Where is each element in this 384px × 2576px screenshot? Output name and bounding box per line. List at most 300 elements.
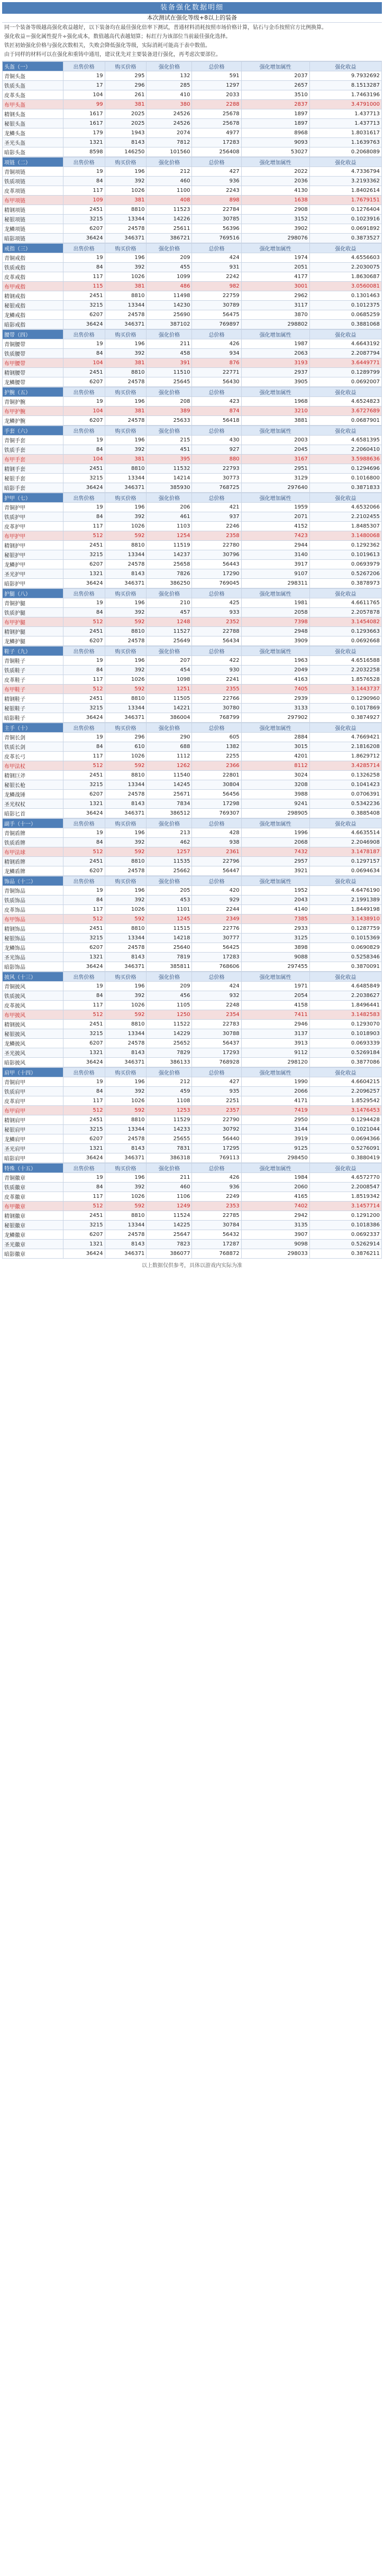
- cell-buy: 13344: [105, 215, 147, 224]
- cell-sell: 1321: [63, 569, 105, 579]
- cell-name: 暗影手套: [3, 483, 63, 493]
- info-line: 由于同样的材料可以在强化和重铸中通用，建议优先对主要装备进行强化，再考虑次要部位。: [4, 52, 221, 58]
- table-row: [3, 560, 382, 569]
- cell-cost: 215: [147, 436, 192, 445]
- cell-gain: 0.1287759: [309, 924, 381, 934]
- page: [2, 0, 382, 1272]
- column-header: 总价格: [192, 647, 241, 656]
- cell-total: 424: [192, 982, 241, 991]
- cell-sell: 84: [63, 349, 105, 358]
- column-header: 购买价格: [105, 723, 147, 733]
- column-header: 购买价格: [105, 647, 147, 656]
- table-row: [3, 358, 382, 368]
- cell-gain: 2.2008547: [309, 1183, 381, 1192]
- cell-cost: 7823: [147, 1240, 192, 1249]
- cell-gain: 0.0685259: [309, 310, 381, 320]
- cell-attr: 9112: [241, 1048, 309, 1058]
- cell-gain: 4.6556603: [309, 253, 381, 263]
- cell-total: 30785: [192, 215, 241, 224]
- cell-total: 427: [192, 1077, 241, 1087]
- cell-name: 青铜鞋子: [3, 656, 63, 666]
- cell-cost: 1100: [147, 186, 192, 196]
- cell-gain: 1.8576528: [309, 675, 381, 685]
- cell-name: 龙鳞饰品: [3, 943, 63, 953]
- table-row: [3, 982, 382, 991]
- cell-name: 皮革徽章: [3, 1192, 63, 1202]
- cell-gain: 9.7932692: [309, 71, 381, 81]
- cell-buy: 392: [105, 512, 147, 522]
- cell-buy: 8143: [105, 799, 147, 809]
- cell-attr: 4165: [241, 1192, 309, 1202]
- cell-buy: 381: [105, 196, 147, 205]
- cell-total: 591: [192, 71, 241, 81]
- cell-total: 426: [192, 1173, 241, 1183]
- cell-total: 2355: [192, 685, 241, 694]
- table-row: [3, 1115, 382, 1125]
- info-block: [2, 23, 382, 61]
- cell-name: 精钢护腿: [3, 627, 63, 636]
- cell-name: 精钢饰品: [3, 924, 63, 934]
- cell-cost: 1112: [147, 752, 192, 761]
- cell-attr: 1897: [241, 119, 309, 128]
- cell-attr: 7419: [241, 1106, 309, 1115]
- cell-name: 铁质徽章: [3, 1183, 63, 1192]
- cell-total: 934: [192, 349, 241, 358]
- cell-name: 圣光肩甲: [3, 1144, 63, 1153]
- column-header: 强化收益: [309, 330, 381, 339]
- slot-header: 特殊（十五）: [3, 1164, 63, 1173]
- cell-total: 2246: [192, 522, 241, 531]
- cell-buy: 346371: [105, 579, 147, 588]
- cell-name: 精钢手套: [3, 464, 63, 474]
- cell-sell: 2451: [63, 694, 105, 704]
- cell-sell: 1617: [63, 119, 105, 128]
- cell-cost: 460: [147, 1183, 192, 1192]
- cell-gain: 0.1326258: [309, 771, 381, 780]
- cell-sell: 84: [63, 991, 105, 1001]
- cell-total: 30796: [192, 550, 241, 560]
- table-row: [3, 857, 382, 866]
- table-row: [3, 799, 382, 809]
- table-row: [3, 704, 382, 713]
- column-header: 强化增加属性: [241, 158, 309, 167]
- cell-sell: 1321: [63, 799, 105, 809]
- cell-sell: 19: [63, 982, 105, 991]
- cell-name: 铁质肩甲: [3, 1087, 63, 1096]
- table-row: [3, 809, 382, 818]
- table-row: [3, 272, 382, 282]
- table-row: [3, 550, 382, 560]
- cell-sell: 36424: [63, 1249, 105, 1259]
- cell-total: 769045: [192, 579, 241, 588]
- table-row: [3, 310, 382, 320]
- cell-gain: 1.1639763: [309, 138, 381, 147]
- cell-gain: 3.1478187: [309, 847, 381, 857]
- cell-sell: 19: [63, 1173, 105, 1183]
- cell-cost: 206: [147, 503, 192, 512]
- cell-name: 暗影护甲: [3, 579, 63, 588]
- cell-total: 56437: [192, 1039, 241, 1048]
- cell-gain: 3.6727689: [309, 407, 381, 416]
- cell-gain: 1.437713: [309, 119, 381, 128]
- cell-cost: 210: [147, 598, 192, 608]
- cell-total: 22766: [192, 694, 241, 704]
- cell-name: 龙鳞战锤: [3, 790, 63, 799]
- table-row: [3, 224, 382, 234]
- cell-cost: 25645: [147, 377, 192, 387]
- table-row: [3, 397, 382, 407]
- table-header-row: [3, 426, 382, 436]
- cell-name: 龙鳞披风: [3, 1039, 63, 1048]
- cell-buy: 196: [105, 253, 147, 263]
- cell-attr: 9088: [241, 953, 309, 962]
- cell-attr: 2837: [241, 100, 309, 109]
- cell-cost: 25649: [147, 636, 192, 646]
- slot-header: 手套（六）: [3, 426, 63, 436]
- cell-total: 30777: [192, 934, 241, 943]
- cell-total: 2366: [192, 761, 241, 771]
- cell-sell: 3215: [63, 704, 105, 713]
- cell-cost: 386077: [147, 1249, 192, 1259]
- cell-attr: 2657: [241, 81, 309, 90]
- table-row: [3, 90, 382, 100]
- table-row: [3, 752, 382, 761]
- cell-cost: 209: [147, 253, 192, 263]
- cell-total: 424: [192, 253, 241, 263]
- data-table: [2, 818, 382, 876]
- cell-attr: 298450: [241, 1153, 309, 1163]
- table-row: [3, 1221, 382, 1230]
- cell-attr: 4140: [241, 905, 309, 915]
- table-row: [3, 953, 382, 962]
- cell-cost: 395: [147, 455, 192, 464]
- cell-gain: 0.0706391: [309, 790, 381, 799]
- table-row: [3, 100, 382, 109]
- table-row: [3, 1144, 382, 1153]
- cell-sell: 6207: [63, 636, 105, 646]
- cell-cost: 387102: [147, 320, 192, 329]
- cell-gain: 4.6476190: [309, 886, 381, 895]
- table-row: [3, 608, 382, 617]
- cell-cost: 1251: [147, 685, 192, 694]
- cell-cost: 1248: [147, 617, 192, 627]
- cell-buy: 1026: [105, 1192, 147, 1202]
- cell-sell: 2451: [63, 291, 105, 301]
- table-row: [3, 320, 382, 329]
- cell-sell: 84: [63, 742, 105, 752]
- cell-gain: 4.6604215: [309, 1077, 381, 1087]
- cell-attr: 2068: [241, 838, 309, 847]
- cell-attr: 4130: [241, 186, 309, 196]
- table-header-row: [3, 244, 382, 253]
- cell-attr: 1897: [241, 109, 309, 119]
- cell-gain: 3.4791000: [309, 100, 381, 109]
- cell-attr: 7432: [241, 847, 309, 857]
- cell-gain: 0.1021044: [309, 1125, 381, 1134]
- cell-total: 938: [192, 838, 241, 847]
- cell-attr: 3001: [241, 282, 309, 291]
- cell-cost: 385811: [147, 962, 192, 972]
- table-row: [3, 147, 382, 157]
- cell-attr: 2043: [241, 895, 309, 905]
- cell-total: 22759: [192, 291, 241, 301]
- cell-attr: 9093: [241, 138, 309, 147]
- cell-sell: 3215: [63, 301, 105, 310]
- cell-sell: 117: [63, 1192, 105, 1202]
- cell-attr: 3919: [241, 1134, 309, 1144]
- data-sections: [2, 61, 382, 1259]
- cell-cost: 25690: [147, 310, 192, 320]
- cell-gain: 1.8496441: [309, 1001, 381, 1010]
- table-row: [3, 1077, 382, 1087]
- cell-name: 精钢肩甲: [3, 1115, 63, 1125]
- cell-cost: 380: [147, 100, 192, 109]
- cell-cost: 386318: [147, 1153, 192, 1163]
- column-header: 购买价格: [105, 876, 147, 886]
- cell-gain: 0.1012375: [309, 301, 381, 310]
- cell-attr: 1981: [241, 598, 309, 608]
- cell-cost: 25633: [147, 416, 192, 426]
- cell-name: 布甲鞋子: [3, 685, 63, 694]
- cell-name: 青铜护腕: [3, 397, 63, 407]
- cell-sell: 1321: [63, 1240, 105, 1249]
- cell-gain: 2.1816208: [309, 742, 381, 752]
- cell-gain: 2.2038627: [309, 991, 381, 1001]
- cell-name: 布甲护甲: [3, 531, 63, 541]
- cell-total: 929: [192, 895, 241, 905]
- cell-gain: 0.0693979: [309, 560, 381, 569]
- table-header-row: [3, 62, 382, 71]
- column-header: 总价格: [192, 589, 241, 598]
- cell-gain: 2.2032258: [309, 666, 381, 675]
- cell-cost: 1262: [147, 761, 192, 771]
- cell-name: 皮革头盔: [3, 90, 63, 100]
- cell-buy: 196: [105, 886, 147, 895]
- cell-gain: 1.8031617: [309, 128, 381, 138]
- cell-name: 铁质饰品: [3, 895, 63, 905]
- cell-name: 铁质护腿: [3, 608, 63, 617]
- cell-gain: 0.0693339: [309, 1039, 381, 1048]
- cell-sell: 512: [63, 531, 105, 541]
- cell-gain: 0.5258346: [309, 953, 381, 962]
- cell-name: 布甲护腿: [3, 617, 63, 627]
- cell-gain: 1.437713: [309, 109, 381, 119]
- cell-gain: 0.1015369: [309, 934, 381, 943]
- column-header: 总价格: [192, 387, 241, 397]
- slot-header: 饰品（十二）: [3, 876, 63, 886]
- cell-sell: 36424: [63, 483, 105, 493]
- table-header-row: [3, 387, 382, 397]
- cell-cost: 460: [147, 177, 192, 186]
- cell-sell: 84: [63, 445, 105, 455]
- cell-gain: 4.6524823: [309, 397, 381, 407]
- cell-cost: 24526: [147, 119, 192, 128]
- cell-attr: 2060: [241, 1183, 309, 1192]
- cell-name: 精钢盾牌: [3, 857, 63, 866]
- cell-attr: 2066: [241, 1087, 309, 1096]
- table-row: [3, 617, 382, 627]
- cell-gain: 1.7679151: [309, 196, 381, 205]
- cell-name: 铁质盾牌: [3, 838, 63, 847]
- cell-sell: 2451: [63, 857, 105, 866]
- cell-attr: 3135: [241, 1221, 309, 1230]
- cell-cost: 11524: [147, 1211, 192, 1221]
- cell-name: 布甲腰带: [3, 358, 63, 368]
- table-row: [3, 186, 382, 196]
- cell-buy: 24578: [105, 636, 147, 646]
- cell-cost: 205: [147, 886, 192, 895]
- cell-buy: 13344: [105, 1221, 147, 1230]
- column-header: 强化价格: [147, 62, 192, 71]
- cell-name: 青铜护腿: [3, 598, 63, 608]
- cell-gain: 0.0694366: [309, 1134, 381, 1144]
- cell-total: 605: [192, 733, 241, 742]
- column-header: 强化增加属性: [241, 426, 309, 436]
- cell-sell: 36424: [63, 1153, 105, 1163]
- cell-total: 769897: [192, 320, 241, 329]
- cell-gain: 0.3870091: [309, 962, 381, 972]
- table-row: [3, 656, 382, 666]
- cell-total: 22776: [192, 924, 241, 934]
- cell-sell: 512: [63, 761, 105, 771]
- table-row: [3, 895, 382, 905]
- table-row: [3, 119, 382, 128]
- cell-sell: 2451: [63, 464, 105, 474]
- cell-attr: 4163: [241, 675, 309, 685]
- slot-header: 护甲（七）: [3, 493, 63, 503]
- cell-cost: 11515: [147, 924, 192, 934]
- slot-header: 主手（十）: [3, 723, 63, 733]
- cell-name: 青铜饰品: [3, 886, 63, 895]
- column-header: 强化价格: [147, 426, 192, 436]
- cell-buy: 13344: [105, 1029, 147, 1039]
- column-header: 购买价格: [105, 387, 147, 397]
- column-header: 出售价格: [63, 426, 105, 436]
- table-row: [3, 1192, 382, 1202]
- cell-total: 428: [192, 828, 241, 838]
- cell-name: 龙鳞项链: [3, 224, 63, 234]
- cell-sell: 36424: [63, 579, 105, 588]
- table-row: [3, 866, 382, 876]
- cell-gain: 0.1293663: [309, 627, 381, 636]
- cell-name: 精钢巨斧: [3, 771, 63, 780]
- table-row: [3, 924, 382, 934]
- cell-name: 布甲头盔: [3, 100, 63, 109]
- cell-sell: 1321: [63, 953, 105, 962]
- cell-total: 768725: [192, 483, 241, 493]
- cell-attr: 298802: [241, 320, 309, 329]
- cell-attr: 298120: [241, 1058, 309, 1067]
- cell-attr: 3137: [241, 1029, 309, 1039]
- cell-buy: 24578: [105, 943, 147, 953]
- cell-buy: 196: [105, 982, 147, 991]
- column-header: 强化收益: [309, 426, 381, 436]
- cell-buy: 8810: [105, 694, 147, 704]
- cell-total: 2242: [192, 272, 241, 282]
- cell-buy: 8143: [105, 138, 147, 147]
- cell-cost: 11519: [147, 541, 192, 550]
- cell-cost: 1250: [147, 1010, 192, 1020]
- cell-sell: 1617: [63, 109, 105, 119]
- cell-name: 铁质戒指: [3, 263, 63, 272]
- cell-buy: 13344: [105, 780, 147, 790]
- cell-sell: 3215: [63, 474, 105, 483]
- cell-cost: 408: [147, 196, 192, 205]
- cell-cost: 211: [147, 1173, 192, 1183]
- cell-gain: 3.1457714: [309, 1202, 381, 1211]
- cell-name: 布甲肩甲: [3, 1106, 63, 1115]
- table-row: [3, 1249, 382, 1259]
- cell-cost: 11540: [147, 771, 192, 780]
- cell-name: 精钢戒指: [3, 291, 63, 301]
- cell-attr: 297455: [241, 962, 309, 972]
- cell-total: 2354: [192, 1010, 241, 1020]
- table-row: [3, 474, 382, 483]
- cell-cost: 24526: [147, 109, 192, 119]
- table-row: [3, 1202, 382, 1211]
- cell-attr: 2950: [241, 1115, 309, 1125]
- cell-cost: 14245: [147, 780, 192, 790]
- cell-buy: 1026: [105, 752, 147, 761]
- cell-name: 龙鳞戒指: [3, 310, 63, 320]
- cell-buy: 346371: [105, 1058, 147, 1067]
- table-row: [3, 1039, 382, 1048]
- cell-total: 1382: [192, 742, 241, 752]
- table-row: [3, 828, 382, 838]
- cell-name: 青铜腰带: [3, 339, 63, 349]
- cell-attr: 4171: [241, 1096, 309, 1106]
- cell-buy: 346371: [105, 234, 147, 243]
- cell-gain: 0.1291200: [309, 1211, 381, 1221]
- cell-total: 22801: [192, 771, 241, 780]
- cell-total: 25678: [192, 119, 241, 128]
- cell-name: 秘银头盔: [3, 119, 63, 128]
- cell-total: 256408: [192, 147, 241, 157]
- cell-name: 青铜肩甲: [3, 1077, 63, 1087]
- table-row: [3, 138, 382, 147]
- cell-cost: 386721: [147, 234, 192, 243]
- table-row: [3, 464, 382, 474]
- cell-buy: 8810: [105, 1115, 147, 1125]
- cell-name: 秘银长枪: [3, 780, 63, 790]
- cell-name: 铁质腰带: [3, 349, 63, 358]
- table-row: [3, 886, 382, 895]
- cell-gain: 0.3873527: [309, 234, 381, 243]
- cell-buy: 346371: [105, 809, 147, 818]
- cell-sell: 117: [63, 1096, 105, 1106]
- table-header-row: [3, 723, 382, 733]
- cell-name: 圣光披风: [3, 1048, 63, 1058]
- cell-attr: 2045: [241, 445, 309, 455]
- cell-sell: 512: [63, 847, 105, 857]
- table-row: [3, 694, 382, 704]
- table-row: [3, 666, 382, 675]
- cell-sell: 3215: [63, 1029, 105, 1039]
- column-header: 强化收益: [309, 244, 381, 253]
- cell-name: 青铜护甲: [3, 503, 63, 512]
- column-header: 总价格: [192, 62, 241, 71]
- cell-sell: 19: [63, 886, 105, 895]
- cell-gain: 0.0687901: [309, 416, 381, 426]
- cell-sell: 19: [63, 598, 105, 608]
- cell-total: 935: [192, 1087, 241, 1096]
- cell-buy: 8810: [105, 857, 147, 866]
- cell-attr: 2939: [241, 694, 309, 704]
- cell-name: 青铜头盔: [3, 71, 63, 81]
- cell-buy: 8143: [105, 1240, 147, 1249]
- cell-gain: 0.1292362: [309, 541, 381, 550]
- cell-buy: 24578: [105, 416, 147, 426]
